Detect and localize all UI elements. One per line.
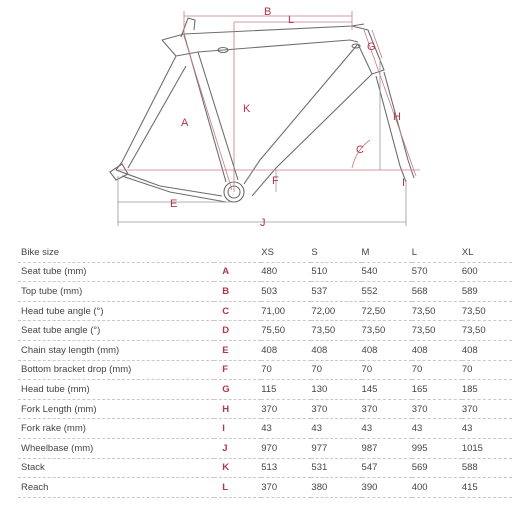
header-size-xs: XS — [261, 243, 311, 262]
row-label: Chain stay length (mm) — [18, 340, 214, 360]
header-letter — [214, 243, 261, 262]
dimension-lines — [118, 11, 420, 192]
row-value: 73,50 — [462, 321, 512, 341]
row-value: 503 — [261, 282, 311, 302]
row-letter: E — [214, 340, 261, 360]
row-value: 390 — [362, 478, 412, 498]
row-value: 73,50 — [311, 321, 361, 341]
row-value: 70 — [362, 360, 412, 380]
row-value: 569 — [412, 458, 462, 478]
row-label: Wheelbase (mm) — [18, 438, 214, 458]
row-letter: B — [214, 282, 261, 302]
row-value: 130 — [311, 380, 361, 400]
dim-label-l: L — [288, 14, 295, 26]
row-value: 370 — [362, 399, 412, 419]
row-value: 145 — [362, 380, 412, 400]
header-label: Bike size — [18, 243, 214, 262]
row-value: 408 — [311, 340, 361, 360]
row-letter: C — [214, 301, 261, 321]
header-size-l: L — [412, 243, 462, 262]
row-label: Fork rake (mm) — [18, 419, 214, 439]
row-value: 72,00 — [311, 301, 361, 321]
row-value: 370 — [462, 399, 512, 419]
header-size-xl: XL — [462, 243, 512, 262]
row-value: 185 — [462, 380, 512, 400]
table-row — [18, 262, 512, 282]
row-value: 370 — [311, 399, 361, 419]
row-value: 970 — [261, 438, 311, 458]
row-value: 70 — [462, 360, 512, 380]
row-value: 537 — [311, 282, 361, 302]
table-row — [18, 478, 512, 498]
table-row — [18, 301, 512, 321]
row-letter: I — [214, 419, 261, 439]
row-value: 70 — [261, 360, 311, 380]
row-value: 43 — [261, 419, 311, 439]
row-label: Bottom bracket drop (mm) — [18, 360, 214, 380]
row-value: 43 — [412, 419, 462, 439]
dim-label-i: I — [402, 177, 406, 189]
row-value: 531 — [311, 458, 361, 478]
row-value: 43 — [311, 419, 361, 439]
row-value: 1015 — [462, 438, 512, 458]
dim-label-f: F — [272, 175, 279, 187]
dim-label-g: G — [367, 41, 376, 53]
row-value: 513 — [261, 458, 311, 478]
row-value: 588 — [462, 458, 512, 478]
row-letter: G — [214, 380, 261, 400]
row-label: Reach — [18, 478, 214, 498]
row-value: 43 — [462, 419, 512, 439]
row-value: 547 — [362, 458, 412, 478]
table-row — [18, 399, 512, 419]
frame-geometry-diagram — [0, 0, 530, 232]
row-label: Seat tube (mm) — [18, 262, 214, 282]
table-row — [18, 458, 512, 478]
row-value: 589 — [462, 282, 512, 302]
dimension-labels — [170, 6, 405, 229]
table-row — [18, 438, 512, 458]
row-label: Seat tube angle (°) — [18, 321, 214, 341]
row-value: 115 — [261, 380, 311, 400]
table-row — [18, 340, 512, 360]
geometry-table-body — [18, 243, 512, 497]
row-letter: D — [214, 321, 261, 341]
header-size-m: M — [362, 243, 412, 262]
row-value: 72,50 — [362, 301, 412, 321]
row-value: 370 — [261, 399, 311, 419]
row-value: 995 — [412, 438, 462, 458]
row-label: Stack — [18, 458, 214, 478]
header-size-s: S — [311, 243, 361, 262]
row-value: 570 — [412, 262, 462, 282]
row-label: Head tube (mm) — [18, 380, 214, 400]
row-value: 510 — [311, 262, 361, 282]
row-letter: J — [214, 438, 261, 458]
row-value: 73,50 — [462, 301, 512, 321]
row-value: 70 — [412, 360, 462, 380]
dim-label-j: J — [260, 217, 266, 229]
row-value: 73,50 — [412, 301, 462, 321]
row-value: 540 — [362, 262, 412, 282]
dim-label-a: A — [181, 117, 189, 129]
table-row — [18, 380, 512, 400]
geometry-table — [18, 243, 512, 498]
table-row — [18, 360, 512, 380]
row-value: 552 — [362, 282, 412, 302]
table-row — [18, 282, 512, 302]
row-label: Head tube angle (°) — [18, 301, 214, 321]
row-label: Fork Length (mm) — [18, 399, 214, 419]
row-value: 165 — [412, 380, 462, 400]
row-value: 600 — [462, 262, 512, 282]
row-value: 480 — [261, 262, 311, 282]
row-value: 73,50 — [412, 321, 462, 341]
dim-label-c: C — [356, 144, 364, 156]
row-value: 370 — [412, 399, 462, 419]
row-value: 408 — [261, 340, 311, 360]
row-letter: L — [214, 478, 261, 498]
row-letter: F — [214, 360, 261, 380]
dim-label-e: E — [170, 198, 178, 210]
row-value: 408 — [462, 340, 512, 360]
row-value: 380 — [311, 478, 361, 498]
row-value: 415 — [462, 478, 512, 498]
dim-label-b: B — [264, 6, 272, 18]
dim-label-h: H — [393, 111, 401, 123]
row-value: 400 — [412, 478, 462, 498]
row-value: 977 — [311, 438, 361, 458]
row-value: 370 — [261, 478, 311, 498]
row-value: 568 — [412, 282, 462, 302]
row-value: 43 — [362, 419, 412, 439]
table-row — [18, 321, 512, 341]
row-value: 408 — [412, 340, 462, 360]
row-value: 75,50 — [261, 321, 311, 341]
table-row — [18, 419, 512, 439]
row-value: 73,50 — [362, 321, 412, 341]
row-value: 71,00 — [261, 301, 311, 321]
row-letter: K — [214, 458, 261, 478]
row-letter: A — [214, 262, 261, 282]
row-letter: H — [214, 399, 261, 419]
row-label: Top tube (mm) — [18, 282, 214, 302]
row-value: 408 — [362, 340, 412, 360]
row-value: 70 — [311, 360, 361, 380]
row-value: 987 — [362, 438, 412, 458]
dim-label-k: K — [243, 103, 251, 115]
table-header-row — [18, 243, 512, 262]
